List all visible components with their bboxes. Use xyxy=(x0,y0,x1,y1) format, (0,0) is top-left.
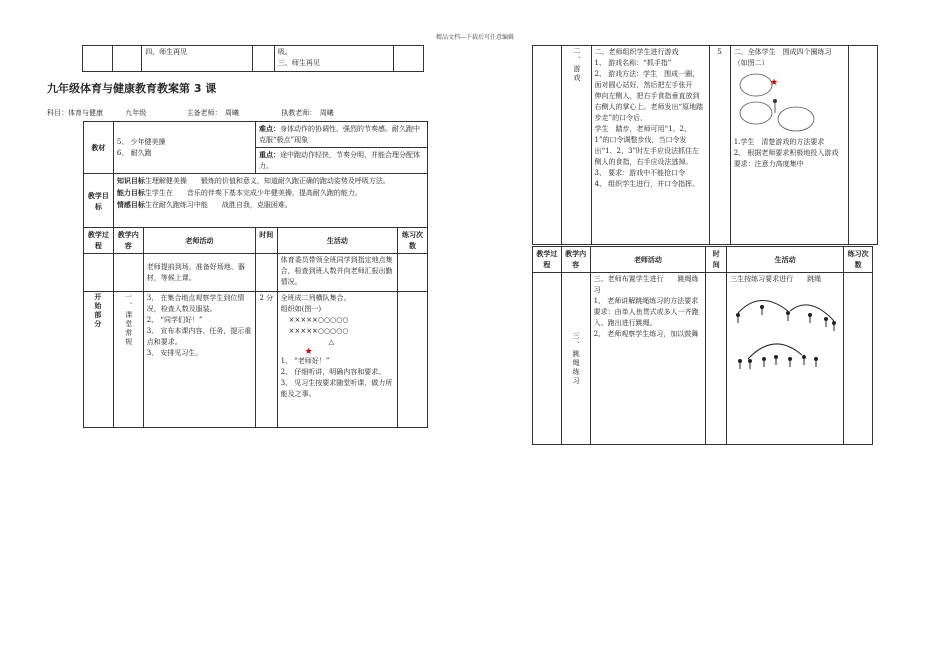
materials-label: 教材 xyxy=(84,122,114,174)
col-student: 生活动 xyxy=(277,228,398,254)
svg-text:★: ★ xyxy=(769,78,778,88)
page-header-note: 精品文档---下载后可任意编辑 xyxy=(435,34,515,41)
goals-content: 知识目标生理解健美操 锻炼的价值和意义，知道耐久跑正确的跑动姿势及呼吸方法。 能力目标生学生在 音乐的伴奏下基本完成少年健美操，提高耐久跑的能力。 情感目标生在耐久跑练习中能 战胜自我，克服困难。 xyxy=(113,174,427,228)
rope-student: 三生按练习要求进行 跳绳 xyxy=(727,273,844,445)
col-count: 练习次数 xyxy=(398,228,428,254)
game-student: 二、全体学生 围成四个圈练习（如图二） ★ 1.学生 清楚游戏的方法要求 2、 根据老师要求积极地投入游戏 要求：注意力高度集中 xyxy=(730,46,848,245)
closing-student-text: 吸。 三、师生再见 xyxy=(274,46,393,72)
subject: 科目：体育与健康 xyxy=(47,109,103,117)
difficulty-key-cell: 难点：身体动作的协调性、强烈的节奏感。耐久跑中克服“极点”现象 重点：途中跑动作轻快，节奏分明，并能合理分配体力。 xyxy=(255,122,427,174)
jump-rope-figures xyxy=(730,293,840,383)
goals-label: 教学目标 xyxy=(84,174,114,228)
prep-teacher: 老师提前到场，准备好场地、器材，等候上课。 xyxy=(143,254,255,292)
lesson-plan-table xyxy=(83,121,428,428)
game-label: 二、游戏 xyxy=(562,46,591,245)
game-teacher: 二、老师组织学生进行游戏 1、 游戏名称：“抓手指” 2、 游戏方法：学生 围成一圈，面对圆心站好，然后把左手张开 伸向左侧人，把右手食指垂直放到右侧人的掌心上。老师发出“原地踏步走”的口令后， 学生 踏步，老师可用“1、2、1”的口令调整步伐，当口令发出“1、2、3”时左手应设法抓住左侧人的食指，右手应设法逃掉。 3、 要求：游戏中不能抢口令 4、 组织学生进行，并口令指挥。 xyxy=(591,46,709,245)
start-content: 一、课堂常规 xyxy=(113,292,143,428)
circles-diagram xyxy=(734,71,824,135)
rope-teacher: 三、老师布置学生进行 跳绳练习 1、 老师讲解跳绳练习的方法要求 要求：由单人鱼贯式或多人一齐跑入、跑出进行跳绳。 2、 老师观察学生练习，加以鼓舞 xyxy=(590,273,706,445)
right-bottom-table: 教学过程 教学内容 老师活动 时间 生活动 练习次数 三、跳绳练习 三、老师布置学生进行 跳绳练习 1、 老师讲解跳绳练习的方法要求 要求：由单人鱼贯式或多人一齐跑入、跑出进行跳绳。 2、 老师观察学生练习，加以鼓舞 三生按练习要求进行 跳绳 xyxy=(532,246,873,445)
star-icon: ★ xyxy=(304,347,313,357)
grade: 九年级 xyxy=(125,109,147,117)
main-teacher: 主备老师： 周曦 xyxy=(186,109,239,117)
subject-line xyxy=(47,108,334,118)
prep-student: 体育委员带领全班同学到指定地点集合，检查到班人数并向老师汇报出勤情况。 xyxy=(277,254,398,292)
game-time: 5 xyxy=(709,46,730,245)
start-label: 开始部分 xyxy=(84,292,114,428)
start-student: 全班成二列横队集合。 组织如(图一) ×××××○○○○○ ×××××○○○○○ △ ★ 1、 “老师好！” 2、 仔细听讲，明确内容和要求。 3、 见习生按要求随堂听课，做力所能及之事。 xyxy=(277,292,398,428)
lesson-title: 九年级体育与健康教育教案第 3 课 xyxy=(47,82,217,95)
start-teacher: 3、 在集合地点观察学生到位情况，检查人数及服装。 2、 “同学们好！” 3、 宣布本课内容、任务，提示重点和要求。 3、 安排见习生。 xyxy=(143,292,255,428)
col-time: 时间 xyxy=(255,228,277,254)
materials-items: 5、 少年健美操 6、 耐久跑 xyxy=(113,122,255,174)
closing-item: 四、师生再见 xyxy=(142,46,253,72)
rope-label: 三、跳绳练习 xyxy=(561,273,590,445)
exec-teacher: 执教老师： 周曦 xyxy=(281,109,334,117)
col-content: 教学内容 xyxy=(113,228,143,254)
start-time: 2 分 xyxy=(255,292,277,428)
col-process: 教学过程 xyxy=(84,228,114,254)
col-teacher: 老师活动 xyxy=(143,228,255,254)
left-top-table xyxy=(82,45,424,72)
right-top-table xyxy=(532,45,878,245)
